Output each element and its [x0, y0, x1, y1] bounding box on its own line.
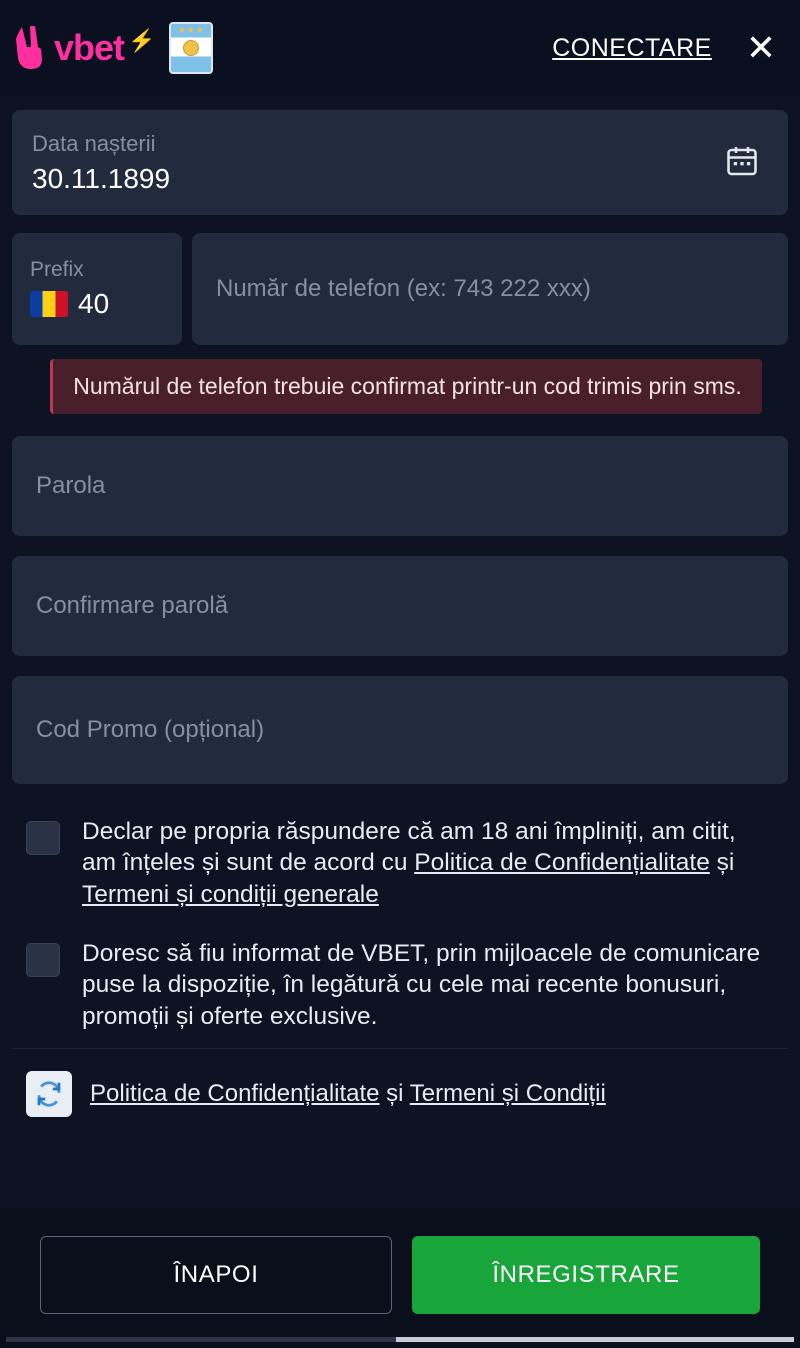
romania-flag-icon: [30, 291, 68, 317]
phone-row: [12, 233, 788, 345]
registration-form: [0, 96, 800, 1208]
legal-links: [90, 1080, 606, 1108]
calendar-icon[interactable]: [724, 142, 760, 183]
argentina-flag-badge: [169, 22, 213, 74]
prefix-value: 40: [78, 288, 110, 319]
privacy-policy-link[interactable]: Politica de Confidențialitate: [414, 849, 710, 877]
legal-links-row: [12, 1049, 788, 1139]
phone-error-message: Numărul de telefon trebuie confirmat printr-un cod trimis prin sms.: [50, 359, 762, 414]
terms-checkbox-row[interactable]: [12, 804, 788, 910]
legal-separator: și: [379, 1080, 410, 1108]
sun-icon: [183, 40, 199, 56]
bolt-icon: ⚡: [128, 28, 156, 53]
form-footer: [0, 1208, 800, 1348]
terms-text-before: Declar pe propria răspundere că am 18 ani împliniți, am citit, am înțeles și sunt de acord cu: [82, 818, 736, 877]
close-icon[interactable]: ✕: [745, 27, 776, 68]
terms-checkbox-label: [82, 816, 770, 910]
register-button[interactable]: ÎNREGISTRARE: [412, 1236, 760, 1314]
brand-text: vbet: [54, 27, 125, 68]
marketing-checkbox-row[interactable]: [12, 926, 788, 1032]
marketing-checkbox-label: Doresc să fiu informat de VBET, prin mijloacele de comunicare puse la dispoziție, în legătură cu cele mai recente bonusuri, promoții și oferte exclusive.: [82, 940, 761, 1030]
date-of-birth-label: Data nașterii: [32, 130, 156, 156]
footer-terms-link[interactable]: Termeni și Condiții: [409, 1080, 606, 1108]
recaptcha-icon: [26, 1071, 72, 1117]
phone-input[interactable]: Număr de telefon (ex: 743 222 xxx): [192, 233, 788, 345]
terms-checkbox[interactable]: [26, 821, 60, 855]
stars-decoration: ★★★: [177, 25, 206, 35]
promo-code-input[interactable]: Cod Promo (opțional): [12, 676, 788, 784]
terms-conditions-link[interactable]: Termeni și condiții generale: [82, 880, 379, 908]
marketing-checkbox[interactable]: [26, 943, 60, 977]
prefix-label: Prefix: [30, 258, 84, 281]
password-input[interactable]: Parola: [12, 436, 788, 536]
footer-privacy-policy-link[interactable]: Politica de Confidențialitate: [90, 1080, 380, 1108]
login-link[interactable]: CONECTARE: [552, 33, 712, 62]
date-of-birth-value: 30.11.1899: [32, 162, 171, 194]
home-indicator-right: [396, 1337, 794, 1342]
home-indicator: [0, 1337, 800, 1342]
terms-text-between: și: [709, 849, 735, 877]
vbet-logo[interactable]: [14, 22, 213, 74]
back-button[interactable]: ÎNAPOI: [40, 1236, 392, 1314]
phone-prefix-select[interactable]: [12, 233, 182, 345]
app-header: [0, 0, 800, 96]
password-confirm-input[interactable]: Confirmare parolă: [12, 556, 788, 656]
victory-hand-icon: [14, 25, 48, 71]
date-of-birth-field[interactable]: [12, 110, 788, 215]
home-indicator-left: [6, 1337, 396, 1342]
